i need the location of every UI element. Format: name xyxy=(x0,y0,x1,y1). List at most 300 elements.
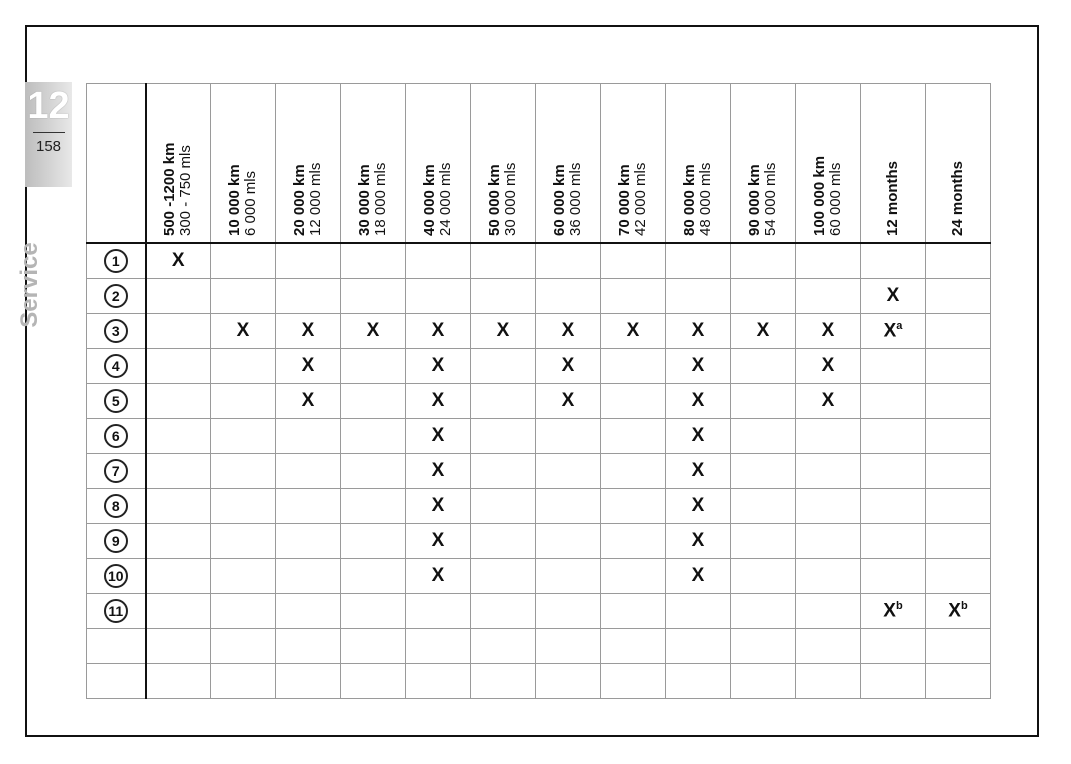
schedule-cell xyxy=(861,243,926,279)
schedule-cell xyxy=(861,629,926,664)
schedule-cell xyxy=(601,489,666,524)
interval-mls: 48 000 mls xyxy=(697,162,714,236)
schedule-cell xyxy=(341,349,406,384)
schedule-cell xyxy=(471,559,536,594)
row-label-cell xyxy=(87,279,146,314)
interval-km: 90 000 km xyxy=(746,163,763,236)
schedule-cell xyxy=(926,489,991,524)
schedule-cell xyxy=(276,419,341,454)
chapter-divider xyxy=(33,132,65,133)
service-mark: X xyxy=(301,390,315,411)
interval-mls: 24 000 mls xyxy=(437,162,454,236)
schedule-cell xyxy=(796,314,861,349)
column-header-label xyxy=(422,86,454,236)
footnote-marker: a xyxy=(896,319,903,332)
service-mark: X xyxy=(366,320,380,341)
page-number: 158 xyxy=(35,138,62,155)
schedule-cell xyxy=(341,524,406,559)
table-row xyxy=(87,349,991,384)
schedule-cell xyxy=(146,664,211,699)
schedule-cell xyxy=(601,524,666,559)
service-mark: X xyxy=(431,320,445,341)
schedule-cell xyxy=(276,524,341,559)
schedule-cell xyxy=(861,384,926,419)
schedule-cell xyxy=(601,594,666,629)
schedule-cell xyxy=(276,279,341,314)
schedule-cell xyxy=(861,594,926,629)
schedule-cell xyxy=(406,384,471,419)
schedule-cell xyxy=(211,524,276,559)
schedule-cell xyxy=(341,314,406,349)
schedule-cell xyxy=(471,664,536,699)
schedule-cell xyxy=(536,454,601,489)
schedule-cell xyxy=(471,489,536,524)
schedule-cell xyxy=(731,279,796,314)
schedule-cell xyxy=(146,489,211,524)
schedule-cell xyxy=(211,349,276,384)
schedule-cell xyxy=(926,384,991,419)
schedule-cell xyxy=(601,314,666,349)
schedule-cell xyxy=(536,243,601,279)
column-header xyxy=(926,84,991,244)
interval-mls: 54 000 mls xyxy=(762,162,779,236)
row-number-badge: 10 xyxy=(104,564,128,588)
row-number-badge: 2 xyxy=(104,284,128,308)
schedule-cell xyxy=(211,384,276,419)
service-mark: X xyxy=(691,530,705,551)
schedule-cell xyxy=(211,489,276,524)
interval-km: 10 000 km xyxy=(226,163,243,236)
header-row xyxy=(87,84,991,244)
section-label: Service xyxy=(16,242,43,328)
column-header xyxy=(211,84,276,244)
column-header xyxy=(731,84,796,244)
schedule-cell xyxy=(666,489,731,524)
schedule-cell xyxy=(276,454,341,489)
column-header-label xyxy=(292,86,324,236)
row-number-badge: 1 xyxy=(104,249,128,273)
interval-mls: 36 000 mls xyxy=(567,162,584,236)
interval-km: 24 months xyxy=(949,160,966,236)
row-label-cell xyxy=(87,419,146,454)
schedule-cell xyxy=(926,314,991,349)
schedule-cell xyxy=(146,314,211,349)
service-mark: X xyxy=(626,320,640,341)
column-header xyxy=(471,84,536,244)
schedule-cell xyxy=(666,384,731,419)
schedule-cell xyxy=(796,594,861,629)
schedule-cell xyxy=(471,243,536,279)
service-mark: X xyxy=(691,425,705,446)
schedule-cell xyxy=(276,489,341,524)
schedule-cell xyxy=(666,524,731,559)
schedule-cell xyxy=(796,419,861,454)
schedule-cell xyxy=(471,454,536,489)
schedule-cell xyxy=(536,559,601,594)
interval-mls: 300 - 750 mls xyxy=(177,144,195,236)
schedule-cell xyxy=(146,243,211,279)
schedule-cell xyxy=(666,419,731,454)
schedule-cell xyxy=(601,419,666,454)
schedule-cell xyxy=(146,559,211,594)
row-number-badge: 6 xyxy=(104,424,128,448)
schedule-cell xyxy=(276,664,341,699)
column-header-label xyxy=(357,86,389,236)
schedule-cell xyxy=(211,419,276,454)
schedule-cell xyxy=(796,243,861,279)
schedule-cell xyxy=(406,629,471,664)
service-mark: X xyxy=(756,320,770,341)
schedule-cell xyxy=(471,524,536,559)
table-row xyxy=(87,243,991,279)
schedule-cell xyxy=(601,279,666,314)
service-mark: X xyxy=(883,320,897,342)
service-mark: X xyxy=(301,320,315,341)
interval-mls: 60 000 mls xyxy=(827,162,844,236)
service-mark: X xyxy=(821,355,835,376)
column-header xyxy=(276,84,341,244)
schedule-cell xyxy=(731,489,796,524)
schedule-cell xyxy=(146,629,211,664)
table-row xyxy=(87,524,991,559)
row-number-badge: 3 xyxy=(104,319,128,343)
schedule-cell xyxy=(926,349,991,384)
schedule-cell xyxy=(341,489,406,524)
schedule-cell xyxy=(666,314,731,349)
row-label-cell xyxy=(87,524,146,559)
schedule-cell xyxy=(861,664,926,699)
schedule-cell xyxy=(926,629,991,664)
schedule-cell xyxy=(796,349,861,384)
schedule-cell xyxy=(601,349,666,384)
schedule-cell xyxy=(406,419,471,454)
schedule-cell xyxy=(926,419,991,454)
schedule-cell xyxy=(731,384,796,419)
schedule-cell xyxy=(276,314,341,349)
schedule-cell xyxy=(146,419,211,454)
column-header-label xyxy=(950,86,966,236)
schedule-cell xyxy=(666,664,731,699)
row-label-cell xyxy=(87,314,146,349)
schedule-cell xyxy=(731,559,796,594)
schedule-cell xyxy=(536,524,601,559)
column-header xyxy=(796,84,861,244)
schedule-cell xyxy=(276,349,341,384)
service-mark: X xyxy=(431,425,445,446)
schedule-cell xyxy=(601,454,666,489)
interval-km: 50 000 km xyxy=(486,163,503,236)
column-header-label xyxy=(552,86,584,236)
row-number-badge: 11 xyxy=(104,599,128,623)
service-mark: X xyxy=(883,600,896,622)
schedule-cell xyxy=(601,243,666,279)
schedule-cell xyxy=(211,314,276,349)
service-mark: X xyxy=(431,565,445,586)
schedule-cell xyxy=(211,559,276,594)
schedule-cell xyxy=(406,664,471,699)
schedule-cell xyxy=(471,384,536,419)
interval-km: 500 -1200 km xyxy=(161,142,179,236)
schedule-cell xyxy=(471,594,536,629)
schedule-cell xyxy=(146,524,211,559)
schedule-cell xyxy=(731,594,796,629)
schedule-cell xyxy=(146,384,211,419)
footnote-marker: b xyxy=(895,599,903,612)
schedule-cell xyxy=(601,559,666,594)
column-header-label xyxy=(162,86,194,236)
column-header-label xyxy=(682,86,714,236)
schedule-cell xyxy=(536,314,601,349)
column-header-label xyxy=(747,86,779,236)
column-header-label xyxy=(617,86,649,236)
interval-km: 80 000 km xyxy=(681,163,698,236)
schedule-cell xyxy=(341,279,406,314)
service-mark: X xyxy=(431,355,445,376)
row-number-badge: 8 xyxy=(104,494,128,518)
table-row xyxy=(87,629,991,664)
service-mark: X xyxy=(821,390,835,411)
column-header xyxy=(341,84,406,244)
schedule-cell xyxy=(666,279,731,314)
schedule-cell xyxy=(926,243,991,279)
column-header xyxy=(861,84,926,244)
schedule-cell xyxy=(471,629,536,664)
column-header xyxy=(666,84,731,244)
chapter-number: 12 xyxy=(27,85,70,127)
schedule-cell xyxy=(211,629,276,664)
interval-km: 40 000 km xyxy=(421,163,438,236)
schedule-cell xyxy=(276,384,341,419)
schedule-cell xyxy=(926,454,991,489)
schedule-cell xyxy=(926,664,991,699)
schedule-cell xyxy=(406,279,471,314)
table-row xyxy=(87,664,991,699)
schedule-cell xyxy=(731,664,796,699)
schedule-cell xyxy=(731,629,796,664)
schedule-cell xyxy=(146,349,211,384)
interval-km: 30 000 km xyxy=(356,163,373,236)
column-header xyxy=(146,84,211,244)
row-number-badge: 9 xyxy=(104,529,128,553)
schedule-cell xyxy=(406,454,471,489)
schedule-cell xyxy=(341,559,406,594)
interval-mls: 18 000 mls xyxy=(372,162,389,236)
schedule-cell xyxy=(211,664,276,699)
service-mark: X xyxy=(691,390,705,411)
service-mark: X xyxy=(691,460,705,481)
interval-km: 70 000 km xyxy=(616,163,633,236)
row-label-cell xyxy=(87,384,146,419)
table-row xyxy=(87,384,991,419)
schedule-cell xyxy=(341,454,406,489)
schedule-cell xyxy=(666,349,731,384)
schedule-cell xyxy=(471,419,536,454)
schedule-cell xyxy=(861,489,926,524)
schedule-cell xyxy=(731,524,796,559)
schedule-cell xyxy=(341,243,406,279)
table-row xyxy=(87,594,991,629)
table-row xyxy=(87,314,991,349)
schedule-cell xyxy=(406,559,471,594)
schedule-cell xyxy=(926,279,991,314)
schedule-cell xyxy=(406,524,471,559)
service-mark: X xyxy=(821,320,835,341)
row-label-cell xyxy=(87,243,146,279)
schedule-cell xyxy=(861,524,926,559)
schedule-cell xyxy=(146,454,211,489)
schedule-cell xyxy=(406,594,471,629)
schedule-cell xyxy=(601,664,666,699)
row-number-badge: 5 xyxy=(104,389,128,413)
table-row xyxy=(87,279,991,314)
schedule-cell xyxy=(341,384,406,419)
schedule-cell xyxy=(211,279,276,314)
schedule-cell xyxy=(146,279,211,314)
schedule-cell xyxy=(796,559,861,594)
service-mark: X xyxy=(431,390,445,411)
schedule-cell xyxy=(796,664,861,699)
schedule-cell xyxy=(861,349,926,384)
row-label-cell xyxy=(87,489,146,524)
service-mark: X xyxy=(691,320,705,341)
schedule-cell xyxy=(341,629,406,664)
schedule-cell xyxy=(471,279,536,314)
service-mark: X xyxy=(691,565,705,586)
service-mark: X xyxy=(171,250,185,271)
service-mark: X xyxy=(301,355,315,376)
schedule-cell xyxy=(276,629,341,664)
service-mark: X xyxy=(886,285,900,306)
schedule-cell xyxy=(731,243,796,279)
schedule-cell xyxy=(861,454,926,489)
schedule-cell xyxy=(601,629,666,664)
schedule-cell xyxy=(536,349,601,384)
row-label-cell xyxy=(87,454,146,489)
service-mark: X xyxy=(948,600,961,622)
schedule-cell xyxy=(796,524,861,559)
table-row xyxy=(87,559,991,594)
column-header xyxy=(601,84,666,244)
interval-km: 60 000 km xyxy=(551,163,568,236)
interval-km: 20 000 km xyxy=(291,163,308,236)
schedule-cell xyxy=(861,314,926,349)
schedule-cell xyxy=(536,664,601,699)
schedule-cell xyxy=(536,629,601,664)
table-row xyxy=(87,489,991,524)
schedule-cell xyxy=(666,454,731,489)
schedule-cell xyxy=(341,594,406,629)
schedule-cell xyxy=(731,454,796,489)
service-mark: X xyxy=(431,495,445,516)
table-row xyxy=(87,419,991,454)
service-mark: X xyxy=(236,320,250,341)
service-mark: X xyxy=(691,495,705,516)
service-mark: X xyxy=(431,460,445,481)
schedule-cell xyxy=(276,594,341,629)
schedule-cell xyxy=(926,594,991,629)
schedule-cell xyxy=(406,314,471,349)
schedule-cell xyxy=(341,419,406,454)
schedule-cell xyxy=(406,489,471,524)
interval-km: 12 months xyxy=(884,160,901,236)
schedule-cell xyxy=(666,559,731,594)
table-row xyxy=(87,454,991,489)
column-header-label xyxy=(487,86,519,236)
schedule-cell xyxy=(796,629,861,664)
schedule-cell xyxy=(536,594,601,629)
service-mark: X xyxy=(561,390,575,411)
service-mark: X xyxy=(561,320,575,341)
schedule-cell xyxy=(536,279,601,314)
column-header xyxy=(536,84,601,244)
interval-mls: 6 000 mls xyxy=(242,170,259,236)
schedule-cell xyxy=(796,454,861,489)
schedule-cell xyxy=(861,559,926,594)
schedule-cell xyxy=(536,489,601,524)
schedule-cell xyxy=(536,419,601,454)
row-label-cell xyxy=(87,629,146,664)
service-schedule-table xyxy=(86,83,991,699)
interval-mls: 42 000 mls xyxy=(632,162,649,236)
schedule-cell xyxy=(731,419,796,454)
interval-km: 100 000 km xyxy=(811,155,828,236)
chapter-tab xyxy=(25,82,72,187)
row-number-badge: 4 xyxy=(104,354,128,378)
schedule-cell xyxy=(471,314,536,349)
row-label-cell xyxy=(87,349,146,384)
row-label-cell xyxy=(87,594,146,629)
schedule-cell xyxy=(211,594,276,629)
schedule-cell xyxy=(666,594,731,629)
schedule-cell xyxy=(796,489,861,524)
footnote-marker: b xyxy=(960,599,968,612)
column-header-label xyxy=(227,86,259,236)
schedule-cell xyxy=(666,243,731,279)
schedule-cell xyxy=(471,349,536,384)
schedule-cell xyxy=(211,243,276,279)
service-mark: X xyxy=(431,530,445,551)
schedule-cell xyxy=(406,243,471,279)
service-mark: X xyxy=(691,355,705,376)
schedule-cell xyxy=(796,279,861,314)
row-number-badge: 7 xyxy=(104,459,128,483)
schedule-cell xyxy=(406,349,471,384)
schedule-cell xyxy=(536,384,601,419)
schedule-cell xyxy=(146,594,211,629)
row-label-cell xyxy=(87,664,146,699)
schedule-cell xyxy=(861,419,926,454)
schedule-cell xyxy=(926,559,991,594)
service-mark: X xyxy=(496,320,510,341)
schedule-cell xyxy=(666,629,731,664)
column-header-label xyxy=(885,86,901,236)
schedule-cell xyxy=(276,559,341,594)
service-mark: X xyxy=(561,355,575,376)
interval-mls: 30 000 mls xyxy=(502,162,519,236)
corner-cell xyxy=(87,84,146,244)
schedule-cell xyxy=(276,243,341,279)
row-label-cell xyxy=(87,559,146,594)
schedule-cell xyxy=(731,349,796,384)
schedule-cell xyxy=(211,454,276,489)
schedule-cell xyxy=(926,524,991,559)
schedule-cell xyxy=(731,314,796,349)
schedule-cell xyxy=(341,664,406,699)
schedule-cell xyxy=(861,279,926,314)
schedule-cell xyxy=(796,384,861,419)
schedule-cell xyxy=(601,384,666,419)
column-header-label xyxy=(812,86,844,236)
